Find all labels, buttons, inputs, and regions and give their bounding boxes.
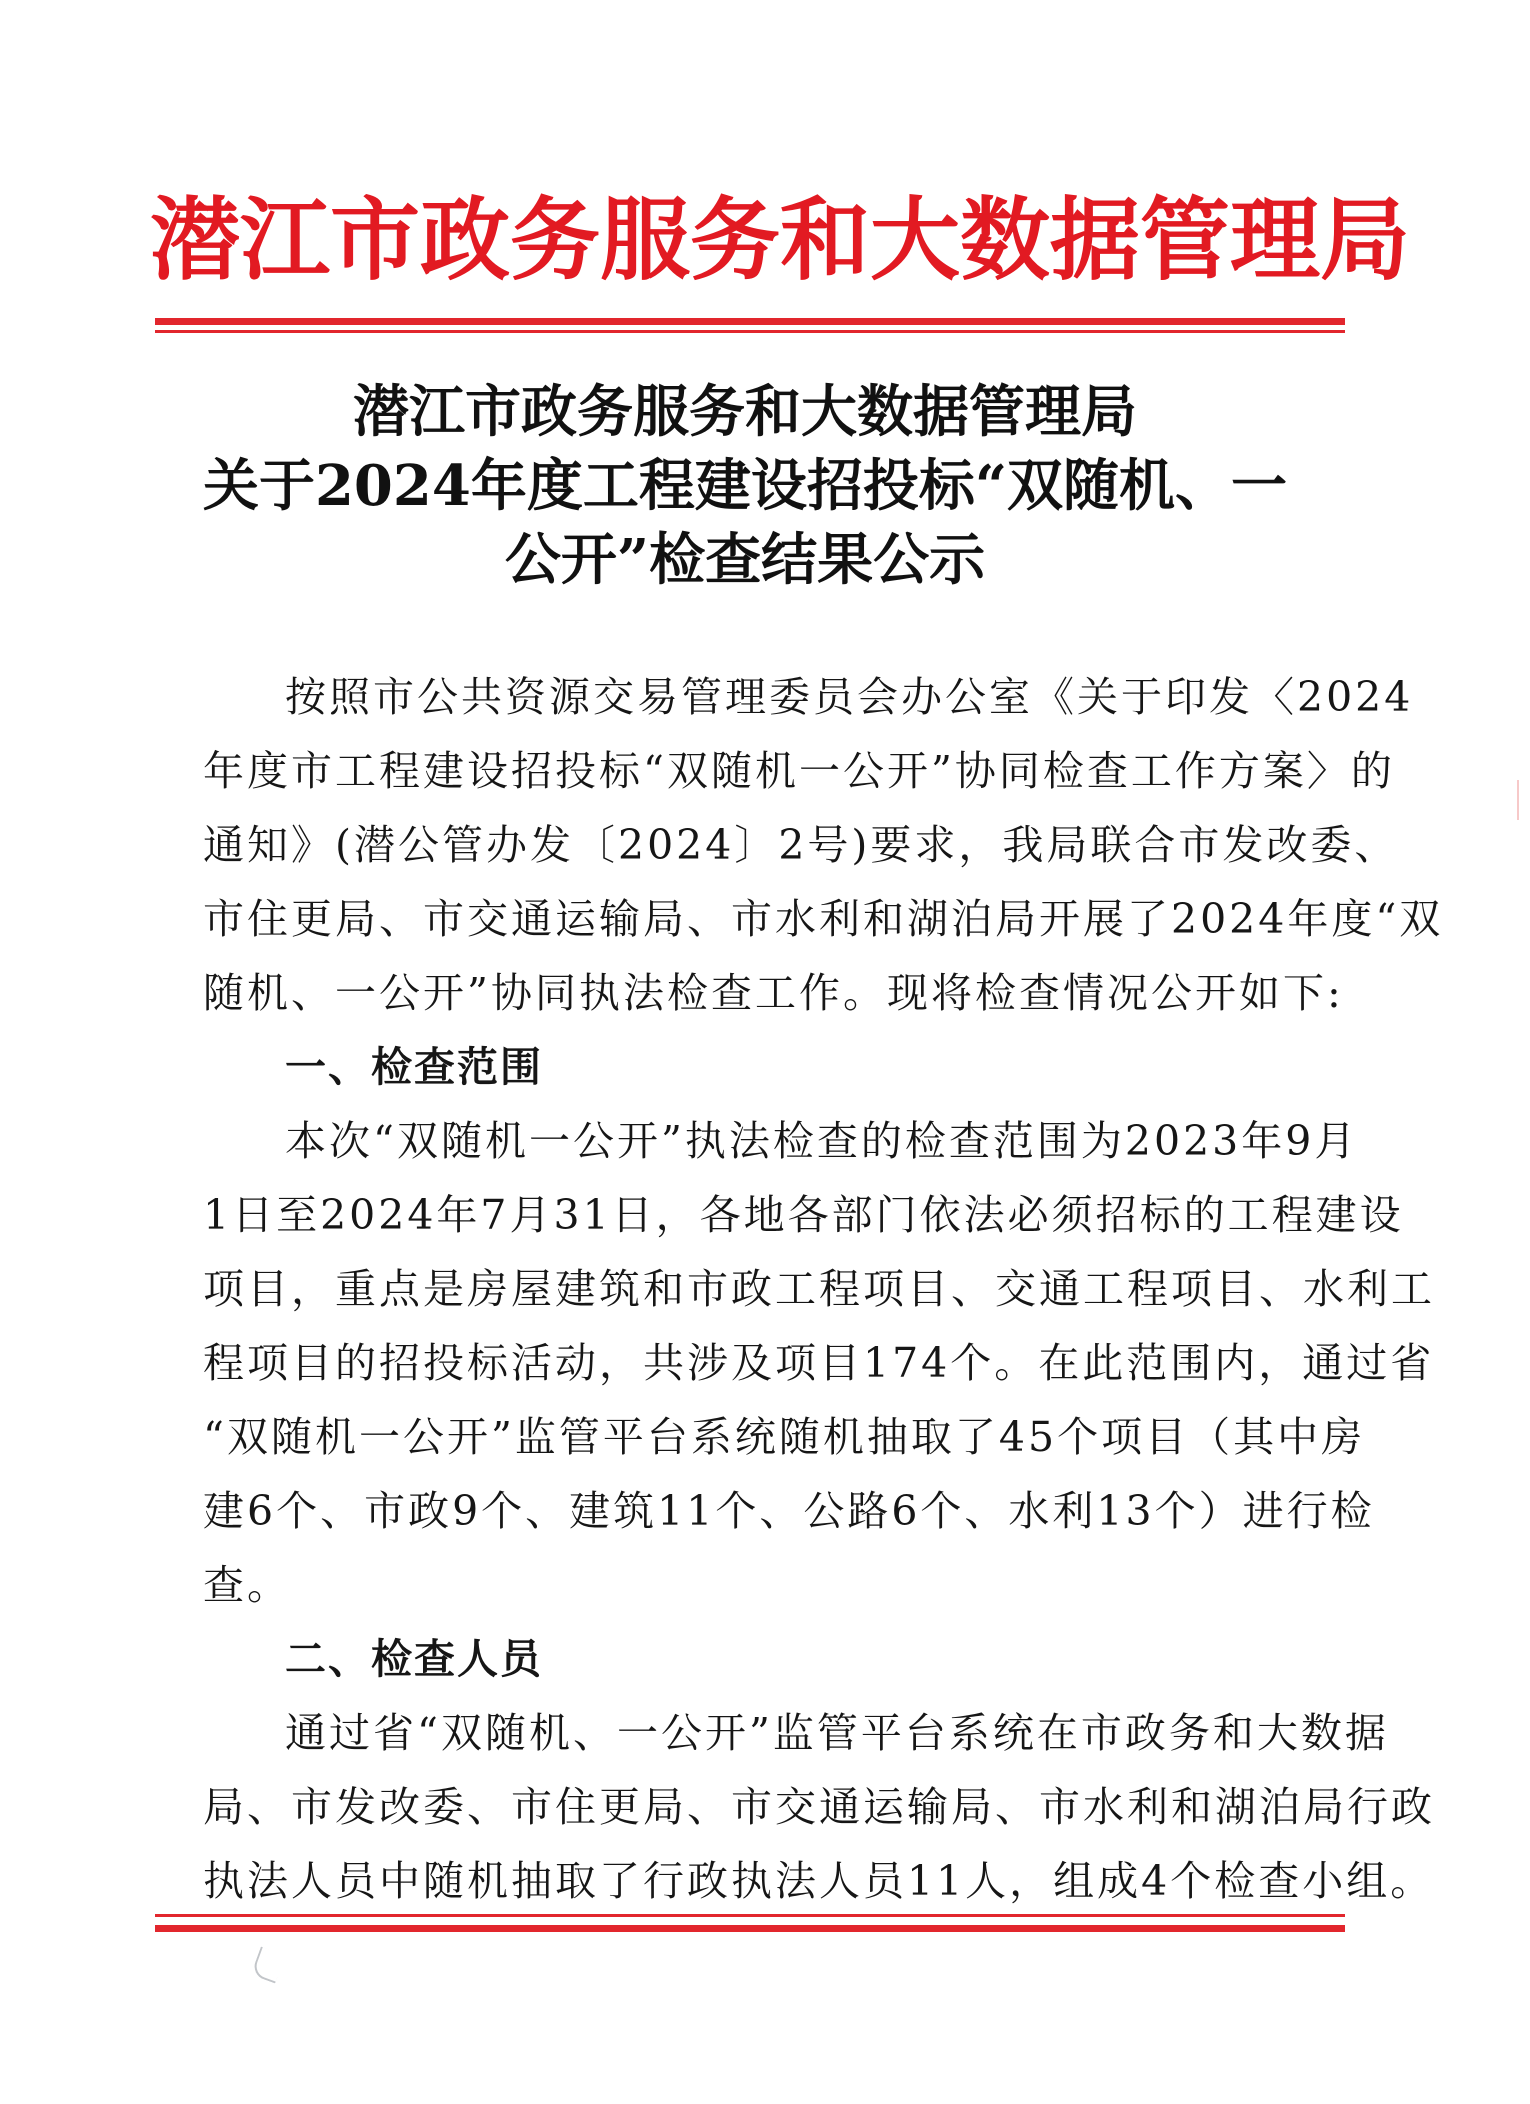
footer-rule-thick	[155, 1925, 1345, 1932]
paragraph-line: 随机、一公开”协同执法检查工作。现将检查情况公开如下:	[203, 969, 1344, 1017]
letterhead-rule-thin	[155, 330, 1345, 333]
section-heading-scope: 一、检查范围	[285, 1043, 543, 1091]
document-body	[203, 660, 1444, 1918]
paragraph-line: 局、市发改委、市住更局、市交通运输局、市水利和湖泊局行政	[203, 1783, 1435, 1831]
paragraph-line: 查。	[203, 1561, 291, 1609]
title-line: 公开”检查结果公示	[504, 527, 986, 593]
pen-mark-icon	[251, 1946, 286, 1983]
paragraph-line: 本次“双随机一公开”执法检查的检查范围为2023年9月	[285, 1117, 1359, 1165]
paragraph-line: 1日至2024年7月31日，各地各部门依法必须招标的工程建设	[203, 1191, 1404, 1239]
paragraph-line: 年度市工程建设招投标“双随机一公开”协同检查工作方案〉的	[203, 747, 1395, 795]
footer-rule-thin	[155, 1914, 1345, 1917]
document-title	[150, 375, 1340, 597]
paragraph-line: 执法人员中随机抽取了行政执法人员11人，组成4个检查小组。	[203, 1857, 1435, 1905]
letterhead-org-name: 潜江市政务服务和大数据管理局	[150, 187, 1410, 293]
letterhead-rule-thick	[155, 318, 1345, 325]
paragraph-line: 通知》(潜公管办发〔2024〕2号)要求，我局联合市发改委、	[203, 821, 1399, 869]
paragraph-line: 项目，重点是房屋建筑和市政工程项目、交通工程项目、水利工	[203, 1265, 1435, 1313]
paragraph-line: 程项目的招投标活动，共涉及项目174个。在此范围内，通过省	[203, 1339, 1435, 1387]
paragraph-line: “双随机一公开”监管平台系统随机抽取了45个项目（其中房	[203, 1413, 1366, 1461]
paragraph-line: 按照市公共资源交易管理委员会办公室《关于印发〈2024	[285, 673, 1414, 721]
edge-mark-icon	[1517, 780, 1530, 820]
paragraph-line: 建6个、市政9个、建筑11个、公路6个、水利13个）进行检	[203, 1487, 1375, 1535]
paragraph-line: 通过省“双随机、一公开”监管平台系统在市政务和大数据	[285, 1709, 1389, 1757]
title-line: 潜江市政务服务和大数据管理局	[353, 379, 1137, 445]
paragraph-line: 市住更局、市交通运输局、市水利和湖泊局开展了2024年度“双	[203, 895, 1444, 943]
section-heading-personnel: 二、检查人员	[285, 1635, 543, 1683]
title-line: 关于2024年度工程建设招投标“双随机、一	[202, 453, 1288, 519]
